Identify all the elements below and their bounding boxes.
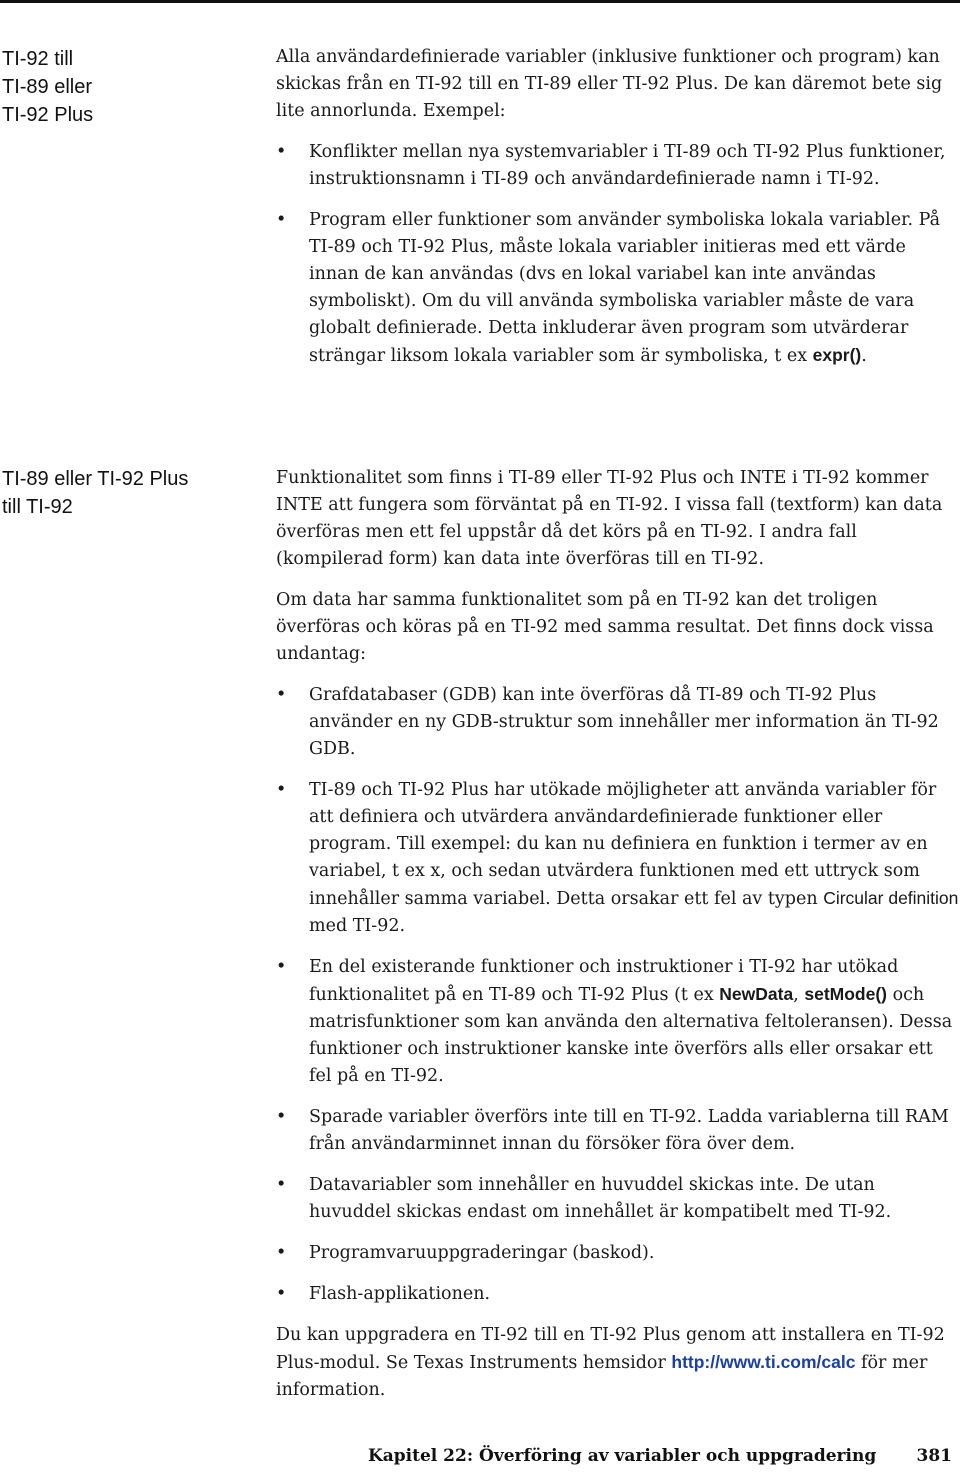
- heading-line: TI-92 till: [2, 48, 74, 70]
- list-item-text: Konflikter mellan nya systemvariabler i TI-89 och TI-92 Plus funktioner, instruktionsnamn i TI-89 och användardefinierade namn i TI-92.: [309, 142, 946, 189]
- list-item-text: Grafdatabaser (GDB) kan inte överföras då TI-89 och TI-92 Plus använder en ny GDB-struktur som innehåller mer information än TI-92 GDB.: [309, 685, 939, 759]
- heading-line: TI-89 eller: [2, 76, 93, 98]
- heading-line: TI-92 Plus: [2, 104, 94, 126]
- closing-paragraph: [276, 1322, 960, 1404]
- list-item: [276, 139, 960, 193]
- exceptions-list: [276, 139, 960, 370]
- list-item: [276, 777, 960, 940]
- list-item: [276, 682, 960, 763]
- list-item-text: Program eller funktioner som använder symboliska lokala variabler. På TI-89 och TI-92 Plus, måste lokala variabler initieras med ett värde innan de kan användas (dvs en lokal variabel kan inte användas symboliskt). Om du vill använda symboliska variabler måste de vara globalt definierade. Detta inkluderar även program som utvärderar strängar liksom lokala variabler som är symboliska, t ex: [309, 210, 941, 366]
- list-item: [276, 1281, 960, 1308]
- ti-website-link[interactable]: http://www.ti.com/calc: [671, 1352, 856, 1372]
- list-item-text: och matrisfunktioner som kan använda den alternativa feltoleransen). Dessa funktioner och instruktioner kanske inte överförs alls eller orsakar ett fel på en TI-92.: [309, 985, 953, 1086]
- list-item-text: Datavariabler som innehåller en huvuddel skickas inte. De utan huvuddel skickas endast om innehållet är kompatibelt med TI-92.: [309, 1175, 892, 1222]
- top-rule: [0, 0, 960, 3]
- page-footer: [368, 1446, 958, 1466]
- list-item-text: En del existerande funktioner och instruktioner i TI-92 har utökad funktionalitet på en TI-89 och TI-92 Plus (t ex: [309, 957, 899, 1005]
- list-item-text: Flash-applikationen.: [309, 1284, 491, 1304]
- chapter-title: Kapitel 22: Överföring av variabler och uppgradering: [368, 1446, 877, 1466]
- list-item: [276, 954, 960, 1090]
- section-heading: [2, 465, 252, 521]
- section-heading: [2, 45, 252, 129]
- list-item: [276, 207, 960, 370]
- list-item-end: med TI-92.: [309, 916, 406, 936]
- list-item: [276, 1104, 960, 1158]
- heading-line: TI-89 eller TI-92 Plus: [2, 468, 189, 490]
- list-item: [276, 1172, 960, 1226]
- section-body: [276, 44, 960, 384]
- list-item-text: Programvaruuppgraderingar (baskod).: [309, 1243, 655, 1263]
- heading-line: till TI-92: [2, 496, 73, 518]
- intro-paragraph: Alla användardefinierade variabler (inklusive funktioner och program) kan skickas från en TI-92 till en TI-89 eller TI-92 Plus. De kan däremot bete sig lite annorlunda. Exempel:: [276, 47, 943, 121]
- list-item-text: Sparade variabler överförs inte till en TI-92. Ladda variablerna till RAM från användarminnet innan du försöker föra över dem.: [309, 1107, 949, 1154]
- list-item: [276, 1240, 960, 1267]
- section-body: [276, 465, 960, 1418]
- list-item-text: TI-89 och TI-92 Plus har utökade möjligheter att använda variabler för att definiera och utvärdera användardefinierade funktioner eller program. Till exempel: du kan nu definiera en funktion i termer av en variabel, t ex x, och sedan utvärdera funktionen med ett uttryck som innehåller samma variabel. Detta orsakar ett fel av typen: [309, 780, 937, 909]
- function-name: expr(): [812, 345, 862, 365]
- page-number: 381: [916, 1446, 952, 1466]
- separator: ,: [793, 985, 805, 1005]
- paragraph: Om data har samma funktionalitet som på en TI-92 kan det troligen överföras och köras på en TI-92 med samma resultat. Det finns dock vissa undantag:: [276, 590, 934, 664]
- paragraph: Funktionalitet som finns i TI-89 eller TI-92 Plus och INTE i TI-92 kommer INTE att fungera som förväntat på en TI-92. I vissa fall (textform) kan data överföras men ett fel uppstår då det körs på en TI-92. I andra fall (kompilerad form) kan data inte överföras till en TI-92.: [276, 468, 943, 569]
- exceptions-list: [276, 682, 960, 1308]
- function-name: NewData: [719, 984, 794, 1004]
- closing-end: för mer information.: [276, 1353, 928, 1400]
- function-name: setMode(): [804, 984, 887, 1004]
- list-item-end: .: [861, 346, 867, 366]
- error-message: Circular definition: [823, 888, 959, 908]
- closing-text: Du kan uppgradera en TI-92 till en TI-92 Plus genom att installera en TI-92 Plus-modul. Se Texas Instruments hemsidor: [276, 1325, 945, 1373]
